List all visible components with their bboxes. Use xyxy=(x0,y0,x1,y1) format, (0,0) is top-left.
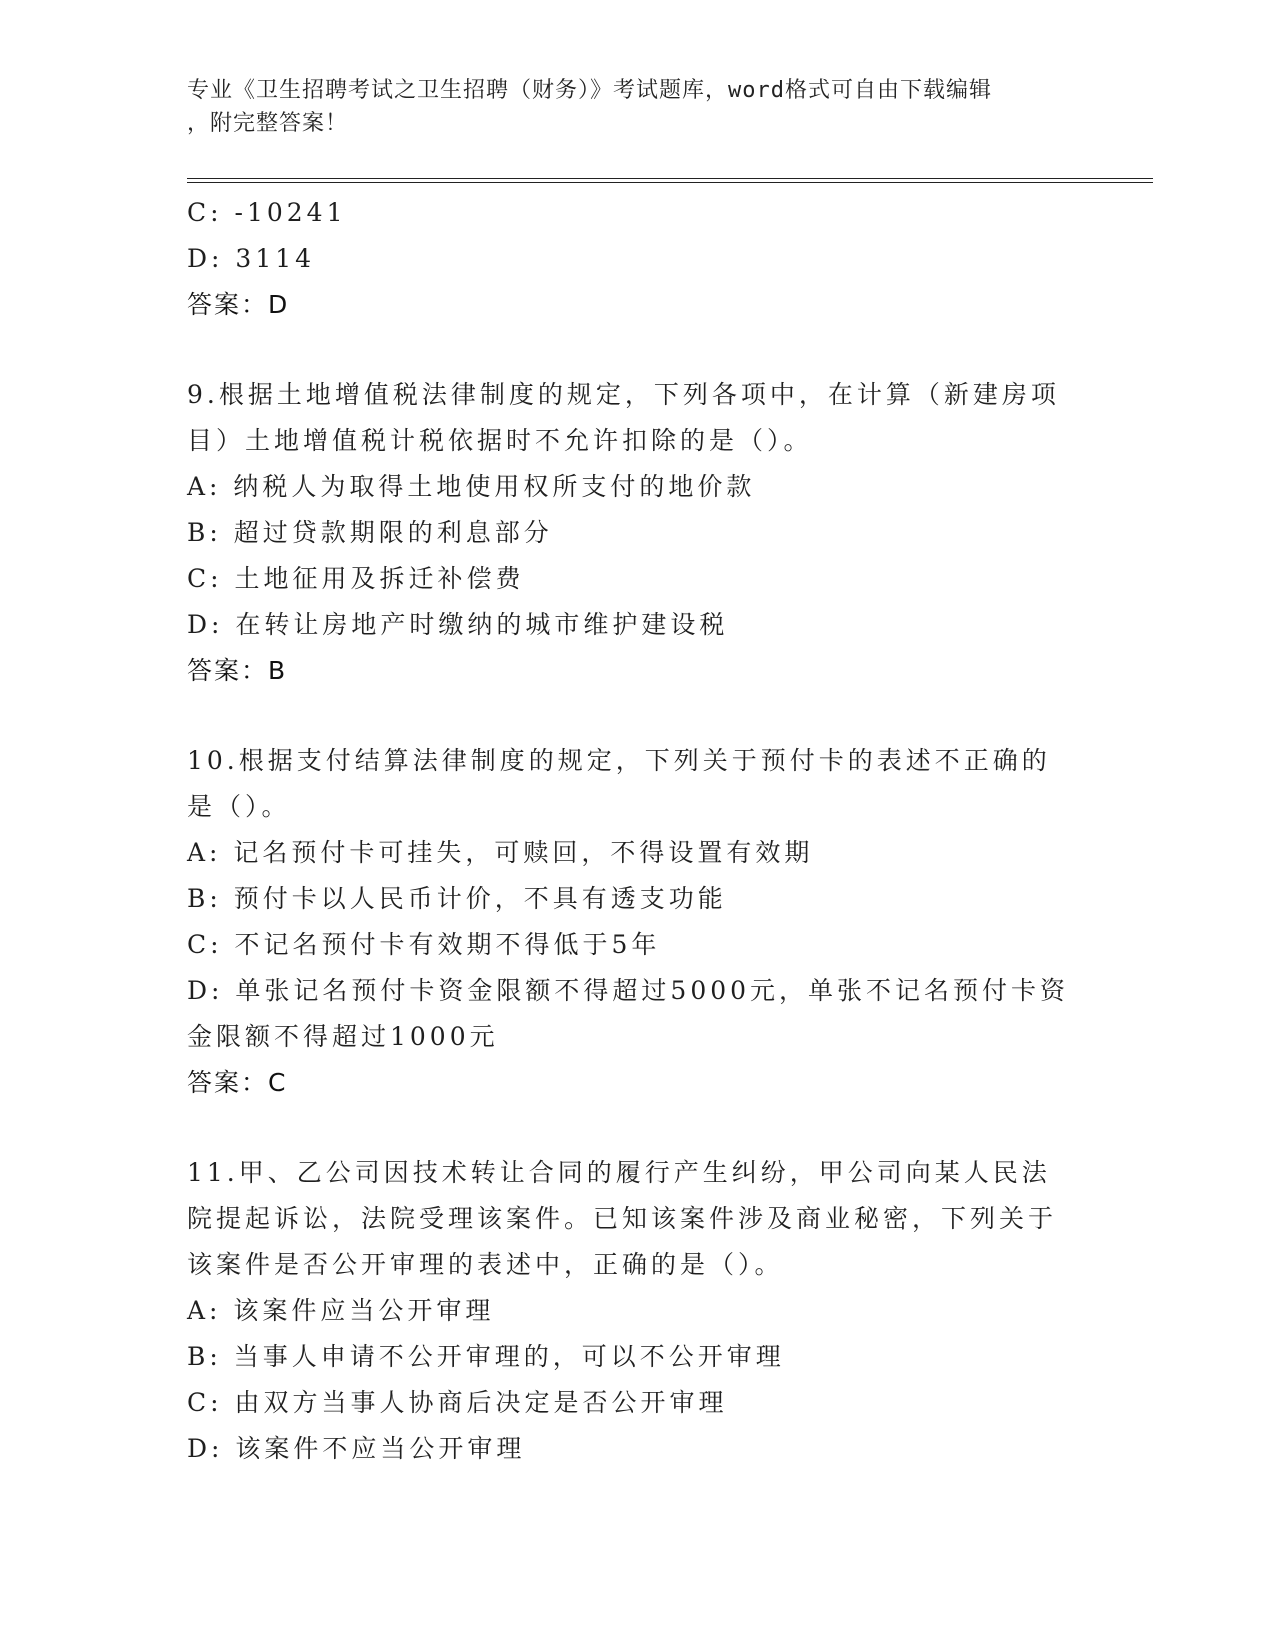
previous-question-tail xyxy=(187,190,1087,328)
question-content xyxy=(187,190,1087,1472)
question-stem: 9.根据土地增值税法律制度的规定，下列各项中，在计算（新建房项目）土地增值税计税依据时不允许扣除的是（）。 xyxy=(187,380,1060,455)
option-c: C: 不记名预付卡有效期不得低于5年 xyxy=(187,930,661,959)
option-c: C: 土地征用及拆迁补偿费 xyxy=(187,564,525,593)
spacer xyxy=(187,1106,1087,1150)
question-stem: 11.甲、乙公司因技术转让合同的履行产生纠纷，甲公司向某人民法院提起诉讼，法院受理该案件。已知该案件涉及商业秘密，下列关于该案件是否公开审理的表述中，正确的是（）。 xyxy=(187,1158,1058,1279)
header-divider-bottom xyxy=(187,182,1153,183)
header-line-1: 专业《卫生招聘考试之卫生招聘（财务）》考试题库，word格式可自由下载编辑 xyxy=(187,78,992,103)
option-d: D: 该案件不应当公开审理 xyxy=(187,1434,526,1463)
header-divider-top xyxy=(187,178,1153,179)
option-b: B: 当事人申请不公开审理的，可以不公开审理 xyxy=(187,1342,785,1371)
option-b: B: 超过贷款期限的利息部分 xyxy=(187,518,553,547)
spacer xyxy=(187,694,1087,738)
option-a: A: 纳税人为取得土地使用权所支付的地价款 xyxy=(187,472,756,501)
option-d: D: 3114 xyxy=(187,244,316,273)
question-11 xyxy=(187,1150,1087,1472)
spacer xyxy=(187,328,1087,372)
option-d: D: 在转让房地产时缴纳的城市维护建设税 xyxy=(187,610,729,639)
answer-line: 答案：B xyxy=(187,656,288,685)
question-9 xyxy=(187,372,1087,694)
question-stem: 10.根据支付结算法律制度的规定，下列关于预付卡的表述不正确的是（）。 xyxy=(187,746,1051,821)
option-b: B: 预付卡以人民币计价，不具有透支功能 xyxy=(187,884,727,913)
option-a: A: 记名预付卡可挂失，可赎回，不得设置有效期 xyxy=(187,838,814,867)
option-c: C: 由双方当事人协商后决定是否公开审理 xyxy=(187,1388,728,1417)
document-header xyxy=(187,74,1087,140)
option-a: A: 该案件应当公开审理 xyxy=(187,1296,495,1325)
header-line-2: ，附完整答案！ xyxy=(187,111,349,136)
option-c: C: -10241 xyxy=(187,198,347,227)
question-10 xyxy=(187,738,1087,1106)
answer-line: 答案：C xyxy=(187,1068,288,1097)
answer-line: 答案：D xyxy=(187,290,290,319)
option-d: D: 单张记名预付卡资金限额不得超过5000元，单张不记名预付卡资金限额不得超过1000元 xyxy=(187,976,1070,1051)
